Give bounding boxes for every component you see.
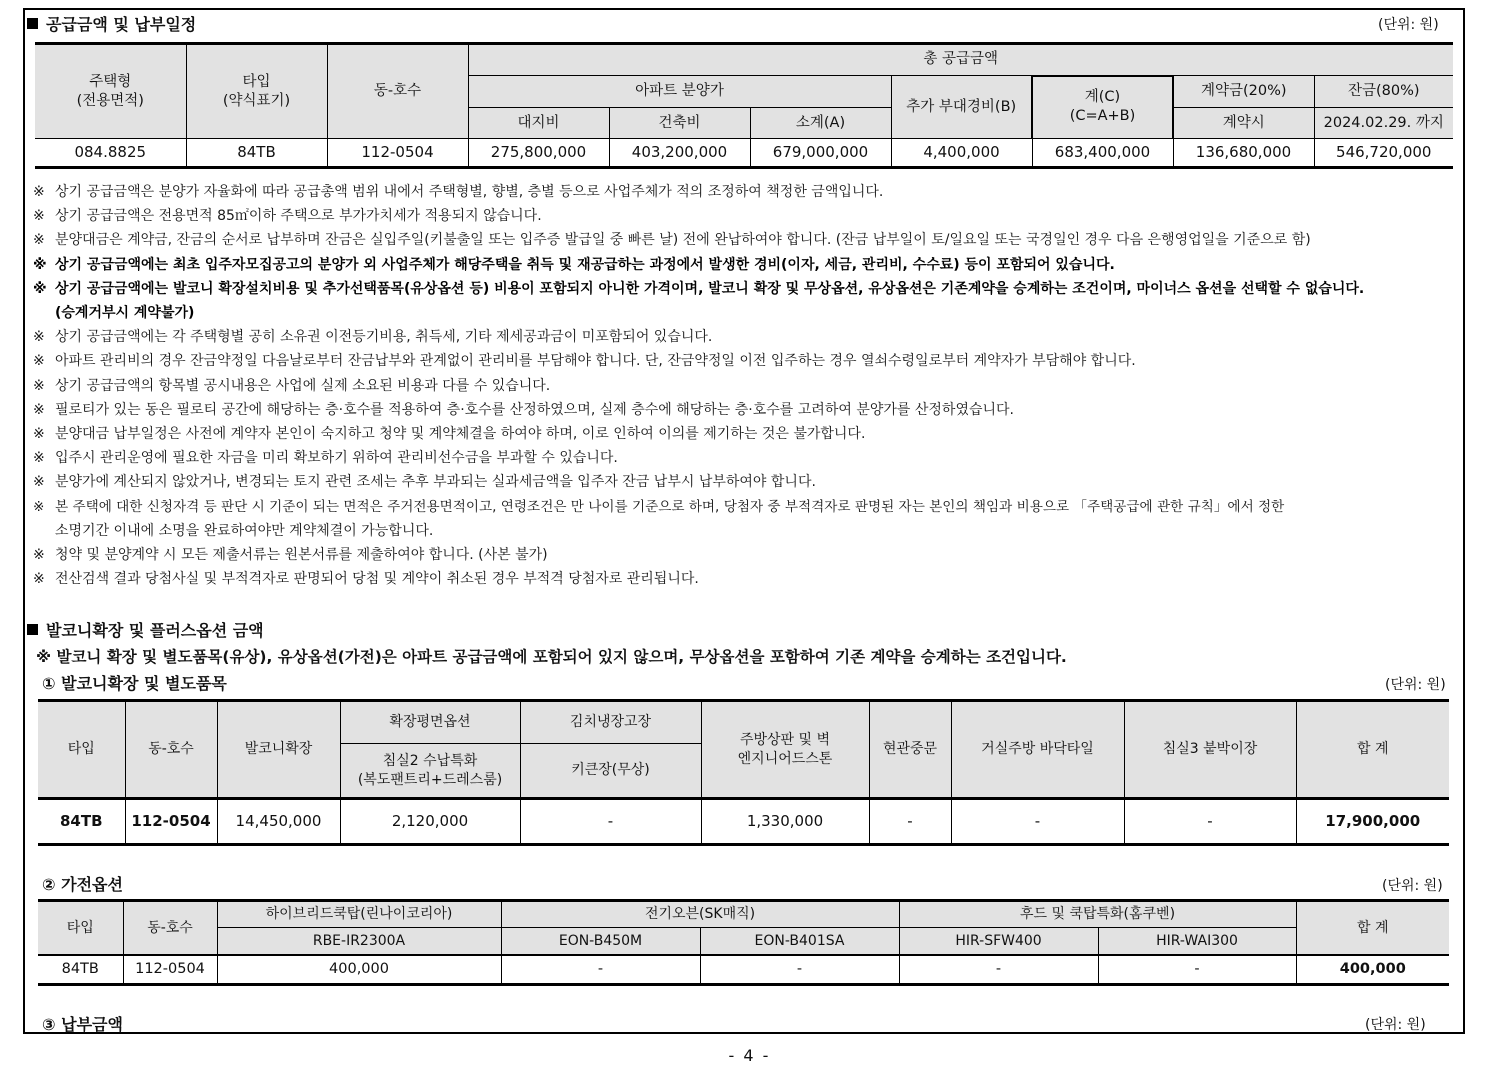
cell-type: 84TB <box>186 139 327 168</box>
supply-price-table <box>35 42 1453 169</box>
header-balcony: 발코니확장 <box>217 701 340 799</box>
header-hood: 후드 및 쿡탑특화(홈쿠벤) <box>899 901 1296 928</box>
note-item-continuation: (승계거부시 계약불가) <box>55 305 195 322</box>
cell-oven-2: - <box>700 955 899 985</box>
cell-extra-cost: 4,400,000 <box>891 139 1032 168</box>
header-oven-model-2: EON-B401SA <box>700 928 899 955</box>
section2-title-text: 발코니확장 및 플러스옵션 금액 <box>46 621 264 640</box>
cell-land-cost: 275,800,000 <box>468 139 609 168</box>
cell-type: 84TB <box>38 799 125 845</box>
cell-deposit: 136,680,000 <box>1173 139 1314 168</box>
cell-building-cost: 403,200,000 <box>609 139 750 168</box>
header-oven-model-1: EON-B450M <box>501 928 700 955</box>
cell-unit-no: 112-0504 <box>125 799 217 845</box>
note-item: ※ 입주시 관리운영에 필요한 자금을 미리 확보하기 위하여 관리비선수금을 부과할 수 있습니다. <box>33 450 618 467</box>
header-total-supply: 총 공급금액 <box>468 44 1453 76</box>
cell-total: 17,900,000 <box>1296 799 1449 845</box>
cell-balance: 546,720,000 <box>1314 139 1453 168</box>
cell-hood-2: - <box>1098 955 1296 985</box>
subsection2-title: ② 가전옵션 <box>42 875 123 894</box>
header-kimchi-sub: 키큰장(무상) <box>520 744 701 799</box>
header-subtotal: 소계(A) <box>750 108 891 139</box>
header-housing-type: 주택형 (전용면적) <box>35 44 186 139</box>
subsection3-unit: (단위: 원) <box>1365 1017 1426 1033</box>
cell-built-in-closet: - <box>1124 799 1296 845</box>
header-building-cost: 건축비 <box>609 108 750 139</box>
note-item: ※ 분양가에 계산되지 않았거나, 변경되는 토지 관련 조세는 추후 부과되는 실과세금액을 입주자 잔금 납부시 납부하여야 합니다. <box>33 474 816 491</box>
cell-entrance-door: - <box>869 799 951 845</box>
header-oven: 전기오븐(SK매직) <box>501 901 899 928</box>
header-kimchi-cabinet: 김치냉장고장 <box>520 701 701 744</box>
square-bullet-icon <box>27 624 38 635</box>
cell-sum: 683,400,000 <box>1032 139 1173 168</box>
note-item: ※ 아파트 관리비의 경우 잔금약정일 다음날로부터 잔금납부와 관계없이 관리비를 부담해야 합니다. 단, 잔금약정일 이전 입주하는 경우 열쇠수령일로부터 계약자가 부담해야 합니다. <box>33 353 1136 370</box>
header-type: 타입 <box>38 701 125 799</box>
note-item: ※ 상기 공급금액은 전용면적 85㎡이하 주택으로 부가가치세가 적용되지 않습니다. <box>33 208 542 225</box>
note-item: ※ 상기 공급금액은 분양가 자율화에 따라 공급총액 범위 내에서 주택형별, 향별, 층별 등으로 사업주체가 적의 조정하여 책정한 금액입니다. <box>33 184 884 200</box>
note-item: ※ 상기 공급금액에는 각 주택형별 공히 소유권 이전등기비용, 취득세, 기타 제세공과금이 미포함되어 있습니다. <box>33 329 713 346</box>
subsection2-unit: (단위: 원) <box>1382 878 1443 894</box>
subsection3-title: ③ 납부금액 <box>42 1015 123 1034</box>
header-hood-model-1: HIR-SFW400 <box>899 928 1098 955</box>
note-item: ※ 본 주택에 대한 신청자격 등 판단 시 기준이 되는 면적은 주거전용면적이고, 연령조건은 만 나이를 기준으로 하며, 당첨자 중 부적격자로 판명된 자는 본인의 책임과 비용으로 「주택공급에 관한 규칙」에서 정한 <box>33 498 1285 515</box>
section1-title-text: 공급금액 및 납부일정 <box>46 15 197 34</box>
header-sum: 계(C) (C=A+B) <box>1032 76 1173 139</box>
header-expand-option: 확장평면옵션 <box>340 701 520 744</box>
cell-housing-type: 084.8825 <box>35 139 186 168</box>
cell-floor-tile: - <box>951 799 1124 845</box>
note-item: ※ 전산검색 결과 당첨사실 및 부적격자로 판명되어 당첨 및 계약이 취소된 경우 부적격 당첨자로 관리됩니다. <box>33 571 699 588</box>
note-item: ※ 필로티가 있는 동은 필로티 공간에 해당하는 층·호수를 적용하여 층·호수를 산정하였으며, 실제 층수에 해당하는 층·호수를 고려하여 분양가를 산정하였습니다. <box>33 401 1014 418</box>
cell-cooktop: 400,000 <box>217 955 501 985</box>
note-item: ※ 분양대금은 계약금, 잔금의 순서로 납부하며 잔금은 실입주일(키불출일 또는 입주증 발급일 중 빠른 날) 전에 완납하여야 합니다. (잔금 납부일이 토/일요일 또는 국경일인 경우 다음 은행영업일을 기준으로 함) <box>33 232 1311 249</box>
cell-kitchen-stone: 1,330,000 <box>701 799 869 845</box>
header-unit-no: 동-호수 <box>125 701 217 799</box>
header-extra-cost: 추가 부대경비(B) <box>891 76 1032 139</box>
page-number: - 4 - <box>728 1046 771 1065</box>
header-entrance-door: 현관중문 <box>869 701 951 799</box>
cell-unit-no: 112-0504 <box>327 139 468 168</box>
square-bullet-icon <box>27 18 38 29</box>
cell-subtotal: 679,000,000 <box>750 139 891 168</box>
cell-unit-no: 112-0504 <box>123 955 217 985</box>
header-type: 타입 (약식표기) <box>186 44 327 139</box>
cell-balcony: 14,450,000 <box>217 799 340 845</box>
note-item: ※ 상기 공급금액에는 최초 입주자모집공고의 분양가 외 사업주체가 해당주택을 취득 및 재공급하는 과정에서 발생한 경비(이자, 세금, 관리비, 수수료) 등이 포함되어 있습니다. <box>33 256 1115 273</box>
appliance-option-table <box>38 899 1449 986</box>
cell-oven-1: - <box>501 955 700 985</box>
header-cooktop-model: RBE-IR2300A <box>217 928 501 955</box>
header-total: 합 계 <box>1296 901 1449 955</box>
header-total: 합 계 <box>1296 701 1449 799</box>
balcony-option-table <box>38 699 1449 846</box>
note-item: ※ 상기 공급금액에는 발코니 확장설치비용 및 추가선택품목(유상옵션 등) 비용이 포함되지 아니한 가격이며, 발코니 확장 및 무상옵션, 유상옵션은 기존계약을 승계하는 조건이며, 마이너스 옵션을 선택할 수 없습니다. <box>33 280 1365 297</box>
header-kitchen-stone: 주방상판 및 벽 엔지니어드스톤 <box>701 701 869 799</box>
subsection1-unit: (단위: 원) <box>1385 677 1446 693</box>
header-balance: 잔금(80%) <box>1314 76 1453 108</box>
section1-title <box>27 12 196 35</box>
cell-hood-1: - <box>899 955 1098 985</box>
cell-expand-option: 2,120,000 <box>340 799 520 845</box>
header-expand-sub: 침실2 수납특화 (복도팬트리+드레스룸) <box>340 744 520 799</box>
note-item: ※ 상기 공급금액의 항목별 공시내용은 사업에 실제 소요된 비용과 다를 수 있습니다. <box>33 377 551 394</box>
note-item: ※ 분양대금 납부일정은 사전에 계약자 본인이 숙지하고 청약 및 계약체결을 하여야 하며, 이로 인하여 이의를 제기하는 것은 불가합니다. <box>33 426 866 443</box>
header-deposit: 계약금(20%) <box>1173 76 1314 108</box>
subsection1-title: ① 발코니확장 및 별도품목 <box>42 674 227 693</box>
cell-type: 84TB <box>38 955 123 985</box>
cell-kimchi-cabinet: - <box>520 799 701 845</box>
header-hood-model-2: HIR-WAI300 <box>1098 928 1296 955</box>
header-apt-price: 아파트 분양가 <box>468 76 891 108</box>
table-row <box>38 799 1449 845</box>
section2-notice: ※ 발코니 확장 및 별도품목(유상), 유상옵션(가전)은 아파트 공급금액에 포함되어 있지 않으며, 무상옵션을 포함하여 기존 계약을 승계하는 조건입니다. <box>36 648 1067 666</box>
table-row <box>38 955 1449 985</box>
note-item-continuation: 소명기간 이내에 소명을 완료하여야만 계약체결이 가능합니다. <box>55 522 434 539</box>
header-balance-when: 2024.02.29. 까지 <box>1314 108 1453 139</box>
header-unit-no: 동-호수 <box>123 901 217 955</box>
header-type: 타입 <box>38 901 123 955</box>
notes-list <box>33 180 1463 591</box>
table-row <box>35 139 1453 168</box>
note-item: ※ 청약 및 분양계약 시 모든 제출서류는 원본서류를 제출하여야 합니다. (사본 불가) <box>33 547 548 564</box>
cell-total: 400,000 <box>1296 955 1449 985</box>
header-land-cost: 대지비 <box>468 108 609 139</box>
header-deposit-when: 계약시 <box>1173 108 1314 139</box>
header-built-in-closet: 침실3 붙박이장 <box>1124 701 1296 799</box>
header-floor-tile: 거실주방 바닥타일 <box>951 701 1124 799</box>
header-unit-no: 동-호수 <box>327 44 468 139</box>
header-cooktop: 하이브리드쿡탑(린나이코리아) <box>217 901 501 928</box>
section1-unit: (단위: 원) <box>1378 17 1439 33</box>
section2-title <box>27 618 264 641</box>
